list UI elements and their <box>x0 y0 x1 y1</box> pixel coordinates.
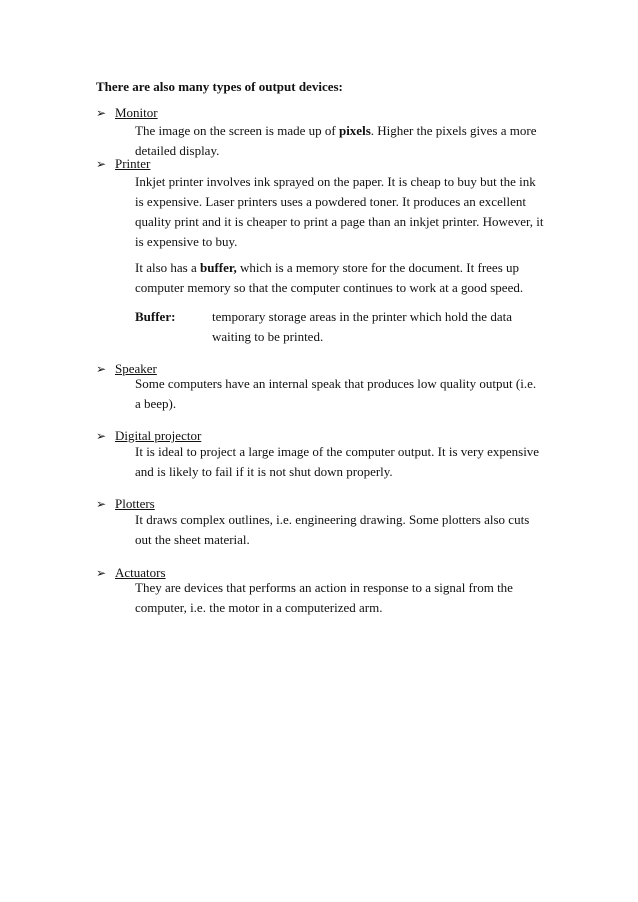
arrow-bullet-icon: ➢ <box>96 429 107 443</box>
printer-description: Inkjet printer involves ink sprayed on the paper. It is cheap to buy but the ink is expensive. Laser printers uses a powdered toner. It produces an excellent quality print and it is cheaper to print a page than an inkjet printer. However, it is expensive to buy. <box>135 174 544 249</box>
arrow-bullet-icon: ➢ <box>96 106 107 120</box>
plotters-description: It draws complex outlines, i.e. engineering drawing. Some plotters also cuts out the sheet material. <box>135 512 530 547</box>
plotters-title: Plotters <box>115 496 155 511</box>
buffer-definition-term: Buffer: <box>135 309 176 324</box>
page-heading: There are also many types of output devices: <box>96 79 343 94</box>
arrow-bullet-icon: ➢ <box>96 566 107 580</box>
projector-title: Digital projector <box>115 428 202 443</box>
speaker-title: Speaker <box>115 361 157 376</box>
speaker-description: Some computers have an internal speak that produces low quality output (i.e. a beep). <box>135 376 537 411</box>
pixels-term: pixels <box>338 123 371 138</box>
actuators-title: Actuators <box>115 565 166 580</box>
arrow-bullet-icon: ➢ <box>96 497 107 511</box>
actuators-description: They are devices that performs an action in response to a signal from the computer, i.e. the motor in a computerized arm. <box>135 580 513 615</box>
projector-description: It is ideal to project a large image of the computer output. It is very expensive and is likely to fail if it is not shut down properly. <box>135 444 540 479</box>
printer-title: Printer <box>115 156 151 171</box>
buffer-definition-text: temporary storage areas in the printer which hold the data waiting to be printed. <box>212 309 512 344</box>
arrow-bullet-icon: ➢ <box>96 362 107 376</box>
arrow-bullet-icon: ➢ <box>96 157 107 171</box>
monitor-title: Monitor <box>115 105 158 120</box>
buffer-term: buffer, <box>199 260 237 275</box>
monitor-description: The image on the screen is made up of pixels. Higher the pixels gives a more detailed display. <box>135 123 537 158</box>
printer-buffer-paragraph: It also has a buffer, which is a memory store for the document. It frees up computer memory so that the computer continues to work at a good speed. <box>135 260 524 295</box>
section-title-printer <box>96 155 150 173</box>
section-title-monitor <box>96 104 158 122</box>
